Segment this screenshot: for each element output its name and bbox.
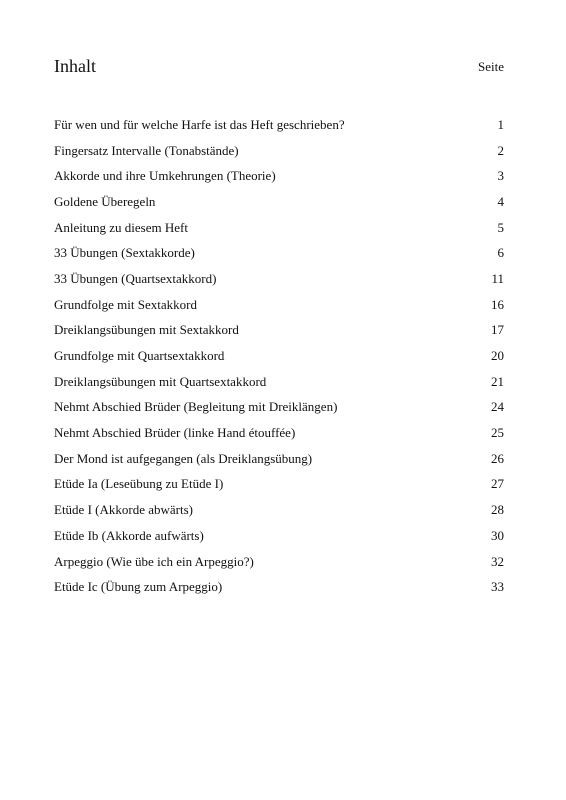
toc-entry xyxy=(54,369,504,395)
toc-entry xyxy=(54,189,504,215)
toc-entry xyxy=(54,138,504,164)
toc-entry-page: 11 xyxy=(491,270,504,286)
toc-entry-page: 4 xyxy=(497,193,504,209)
toc-entry-title: Grundfolge mit Sextakkord xyxy=(54,296,197,312)
toc-entry-page: 6 xyxy=(497,245,504,261)
toc-entry-page: 1 xyxy=(497,116,504,132)
toc-entry xyxy=(54,395,504,421)
toc-entry-title: Nehmt Abschied Brüder (linke Hand étouffée) xyxy=(54,425,296,441)
toc-entry-page: 17 xyxy=(491,322,504,338)
toc-entry-page: 25 xyxy=(491,425,504,441)
toc-entry-page: 16 xyxy=(491,296,504,312)
toc-entry-page: 5 xyxy=(497,219,504,235)
toc-entry-page: 21 xyxy=(491,373,504,389)
toc-entry-title: Etüde Ib (Akkorde aufwärts) xyxy=(54,527,204,543)
toc-header xyxy=(54,56,504,80)
toc-entry-page: 20 xyxy=(491,348,504,364)
toc-entry xyxy=(54,266,504,292)
toc-entry-page: 26 xyxy=(491,450,504,466)
toc-entry-title: Goldene Überegeln xyxy=(54,193,156,209)
toc-entry-page: 3 xyxy=(497,168,504,184)
toc-entry-page: 27 xyxy=(491,476,504,492)
toc-entry xyxy=(54,318,504,344)
toc-entry xyxy=(54,215,504,241)
toc-entry xyxy=(54,163,504,189)
toc-entry-page: 2 xyxy=(497,142,504,158)
table-of-contents xyxy=(54,112,504,600)
toc-entry-title: Fingersatz Intervalle (Tonabstände) xyxy=(54,142,239,158)
toc-entry xyxy=(54,446,504,472)
toc-entry-title: Nehmt Abschied Brüder (Begleitung mit Dreiklängen) xyxy=(54,399,338,415)
toc-entry xyxy=(54,549,504,575)
toc-entry xyxy=(54,420,504,446)
toc-entry xyxy=(54,292,504,318)
toc-entry xyxy=(54,497,504,523)
toc-entry-page: 28 xyxy=(491,502,504,518)
toc-entry xyxy=(54,472,504,498)
toc-entry-title: Etüde Ic (Übung zum Arpeggio) xyxy=(54,579,223,595)
toc-entry-title: Akkorde und ihre Umkehrungen (Theorie) xyxy=(54,168,276,184)
toc-entry-title: Für wen und für welche Harfe ist das Heft geschrieben? xyxy=(54,116,345,132)
toc-entry xyxy=(54,112,504,138)
toc-entry-page: 30 xyxy=(491,527,504,543)
toc-entry-title: Dreiklangsübungen mit Sextakkord xyxy=(54,322,239,338)
toc-entry-title: 33 Übungen (Sextakkorde) xyxy=(54,245,195,261)
toc-entry xyxy=(54,240,504,266)
toc-entry-title: 33 Übungen (Quartsextakkord) xyxy=(54,270,217,286)
toc-entry-title: Anleitung zu diesem Heft xyxy=(54,219,188,235)
toc-entry-title: Grundfolge mit Quartsextakkord xyxy=(54,348,225,364)
toc-entry-title: Etüde I (Akkorde abwärts) xyxy=(54,502,193,518)
toc-entry xyxy=(54,574,504,600)
toc-entry xyxy=(54,343,504,369)
page-column-label: Seite xyxy=(478,59,504,74)
toc-entry-page: 33 xyxy=(491,579,504,595)
toc-entry-title: Arpeggio (Wie übe ich ein Arpeggio?) xyxy=(54,553,254,569)
toc-entry-title: Der Mond ist aufgegangen (als Dreiklangsübung) xyxy=(54,450,313,466)
toc-entry-page: 24 xyxy=(491,399,504,415)
toc-entry-title: Etüde Ia (Leseübung zu Etüde I) xyxy=(54,476,224,492)
page-title: Inhalt xyxy=(54,56,96,76)
toc-entry-title: Dreiklangsübungen mit Quartsextakkord xyxy=(54,373,267,389)
toc-entry-page: 32 xyxy=(491,553,504,569)
toc-entry xyxy=(54,523,504,549)
